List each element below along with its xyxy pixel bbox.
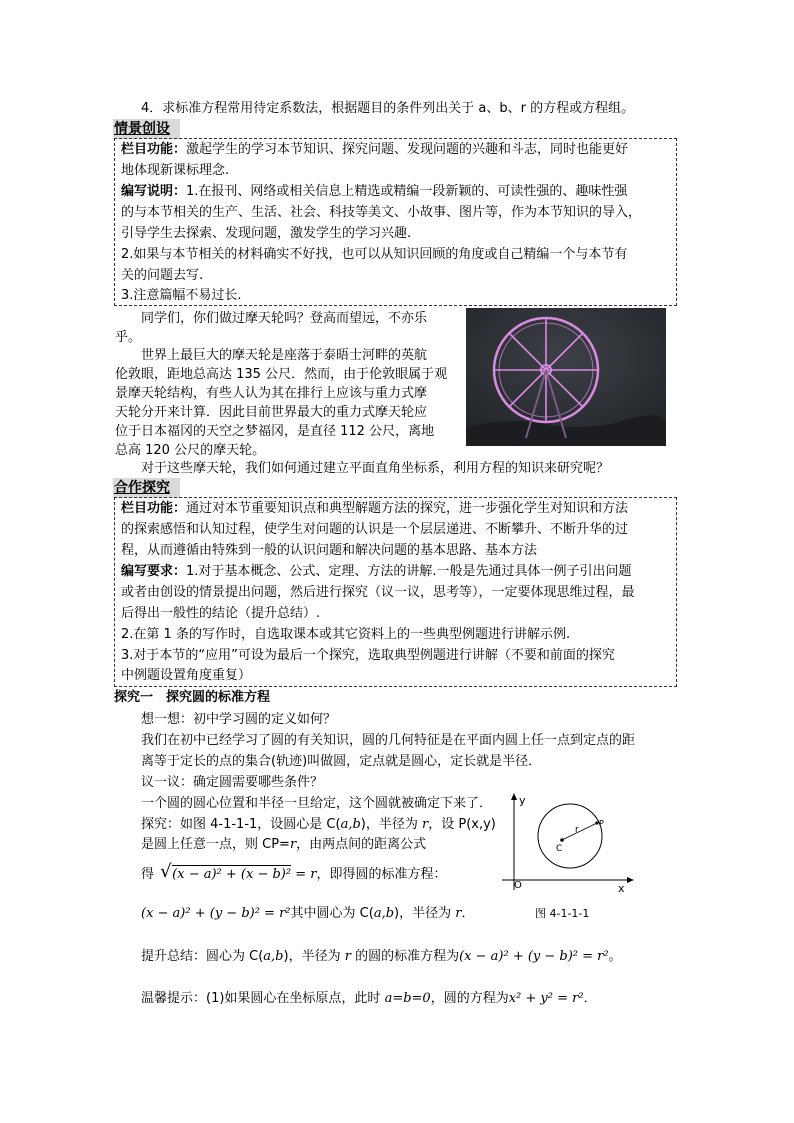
figure-caption: 图 4-1-1-1 [535,907,590,920]
point-line [141,834,426,856]
definition-line: 我们在初中已经学习了圆的有关知识，圆的几何特征是在平面内圆上任一点到定点的距 [141,733,636,748]
equals-r: = r [291,867,317,882]
note-text: 激起学生的学习本节知识、探究问题、发现问题的兴趣和斗志，同时也能更好 [186,142,629,157]
intro-item-4: 4．求标准方程常用待定系数法，根据题目的条件列出关于 a、b、r 的方程或方程组。 [141,101,635,116]
point-label: P [599,819,604,828]
summary-end: 。 [608,949,622,964]
note-text: 中例题设置角度重复） [121,668,252,683]
standard-equation: (x − a)² + (y − b)² = r² [141,906,291,921]
note-line [121,181,627,203]
explore-mid: )，半径为 [360,817,423,832]
note-text: 3.注意篇幅不易过长. [121,288,242,303]
x-axis-arrow-icon [627,877,634,883]
note-line [121,603,320,625]
note-line [121,139,628,161]
note-line [121,561,632,583]
note-text: 的与本节相关的生产、生活、社会、科技等美文、小故事、图片等，作为本节知识的导入， [121,205,642,220]
note-text: 1.在报刊、网络或相关信息上精选或精编一段新颖的、可读性强的、趣味性强 [186,184,628,199]
scenario-note-box [114,138,677,306]
story-line: 对于这些摩天轮，我们如何通过建立平面直角坐标系，利用方程的知识来研究呢？ [141,461,610,476]
var-ab-zero: a=b=0 [384,991,431,1006]
note-line [121,665,251,687]
definition-line: 离等于定长的点的集合(轨迹)叫做圆，定点就是圆心，定长就是半径． [141,754,542,769]
story-line: 位于日本福冈的天空之梦福冈，是直径 112 公尺，离地 [115,424,435,439]
note-text: 通过对本节重要知识点和典型解题方法的探究，进一步强化学生对知识和方法 [186,501,629,516]
tip-line [141,988,597,1010]
given-line: 一个圆的圆心位置和半径一旦给定，这个圆就被确定下来了． [141,796,493,811]
var-r: r [289,837,297,852]
summary-mid: )，半径为 [283,949,345,964]
point-suffix: ，由两点间的距离公式 [296,837,427,852]
ferris-wheel-photo [466,308,666,446]
story-line: 景摩天轮结构，有些人认为其在排行上应该与重力式摩 [115,386,428,401]
summary-prefix: 提升总结：圆心为 C( [141,949,264,964]
ferris-wheel-image [466,308,666,446]
radius-label: r [575,825,579,835]
explore-line [141,814,496,836]
section-title-cooperative: 合作探究 [113,478,180,498]
story-line: 世界上最巨大的摩天轮是座落于泰晤士河畔的英航 [141,348,428,363]
std-suffix: ． [461,906,475,921]
origin-label: O [514,880,522,891]
radius-line [562,823,597,840]
note-label: 栏目功能： [121,501,187,516]
note-text: 的探索感悟和认知过程，使学生对问题的认识是一个层层递进、不断攀升、不断升华的过 [121,522,629,537]
note-line [121,519,628,541]
std-suffix: )，半径为 [394,906,456,921]
note-line [121,498,628,520]
note-text: 3.对于本节的“应用”可设为最后一个探究，选取典型例题进行讲解（不要和前面的探究 [121,648,615,663]
y-axis-arrow-icon [511,793,517,800]
tip-mid: ，圆的方程为 [430,991,509,1006]
get-suffix: ，即得圆的标准方程： [316,867,447,882]
var-ab: a,b [340,817,361,832]
var-ab: a,b [373,906,395,921]
summary-mid2: 的圆的标准方程为 [350,949,460,964]
note-line [121,244,627,266]
center-label: C [556,844,563,854]
tip-prefix: 温馨提示：(1)如果圆心在坐标原点，此时 [141,991,385,1006]
story-line: 乎。 [115,330,142,345]
note-text: 2.在第 1 条的写作时，自选取课本或其它资料上的一些典型例题进行讲解示例. [121,627,571,642]
note-text: 地体现新课标理念. [121,163,230,178]
note-line [121,645,615,667]
note-line [121,265,203,287]
y-axis-label: y [519,794,526,807]
std-suffix: 其中圆心为 C( [290,906,374,921]
story-line: 伦敦眼，距地总高达 135 公尺．然而，由于伦敦眼属于观 [115,367,448,382]
note-text: 引导学生去探索、发现问题，激发学生的学习兴趣. [121,226,412,241]
note-line [121,160,229,182]
tip-equation: x² + y² = r² [508,991,584,1006]
note-line [121,285,242,307]
center-point [560,838,564,842]
sqrt-icon: √ [160,861,172,882]
note-line [121,202,641,224]
cooperative-note-box [114,497,677,687]
var-r: r [422,817,429,832]
story-line: 同学们，你们做过摩天轮吗？登高而望远，不亦乐 [141,311,428,326]
distance-formula-line [141,863,446,887]
note-text: 程，从而遵循由特殊到一般的认识问题和解决问题的基本思路、基本方法 [121,543,538,558]
explore-suffix: ，设 P(x,y) [428,817,496,832]
discuss-line: 议一议：确定圆需要哪些条件？ [141,775,324,790]
get-prefix: 得 [141,867,155,882]
tip-end: ． [583,991,597,1006]
var-r: r [455,906,462,921]
explore1-heading: 探究一 探究圆的标准方程 [114,690,271,705]
note-text: 后得出一般性的结论（提升总结）. [121,606,321,621]
var-r: r [344,949,351,964]
think-line: 想一想：初中学习圆的定义如何？ [141,712,337,727]
sqrt-radicand: (x − a)² + (x − b)² [172,867,292,882]
note-text: 关的问题去写. [121,268,204,283]
note-label: 编写说明： [121,184,187,199]
circle-coordinate-figure [500,792,635,897]
note-line [121,582,635,604]
story-line: 天轮分开来计算．因此目前世界最大的重力式摩天轮应 [115,405,428,420]
note-text: 2.如果与本节相关的材料确实不好找，也可以从知识回顾的角度或自己精编一个与本节有 [121,247,628,262]
sqrt-expression [160,863,291,887]
note-text: 或者由创设的情景提出问题，然后进行探究（议一议，思考等），一定要体现思维过程，最 [121,585,635,600]
x-axis-label: x [618,882,625,895]
summary-equation: (x − a)² + (y − b)² = r² [459,949,609,964]
standard-equation-line [141,903,474,925]
note-text: 1.对于基本概念、公式、定理、方法的讲解.一般是先通过具体一例子引出问题 [186,564,632,579]
var-ab: a,b [263,949,284,964]
section-title-scenario: 情景创设 [113,119,180,139]
note-label: 栏目功能： [121,142,187,157]
explore-prefix: 探究：如图 4-1-1-1，设圆心是 C( [141,817,341,832]
note-line [121,223,411,245]
note-line [121,540,537,562]
note-label: 编写要求： [121,564,187,579]
story-line: 总高 120 公尺的摩天轮。 [115,443,266,458]
note-line [121,624,570,646]
point-prefix: 是圆上任意一点，则 CP= [141,837,290,852]
summary-line [141,946,622,968]
